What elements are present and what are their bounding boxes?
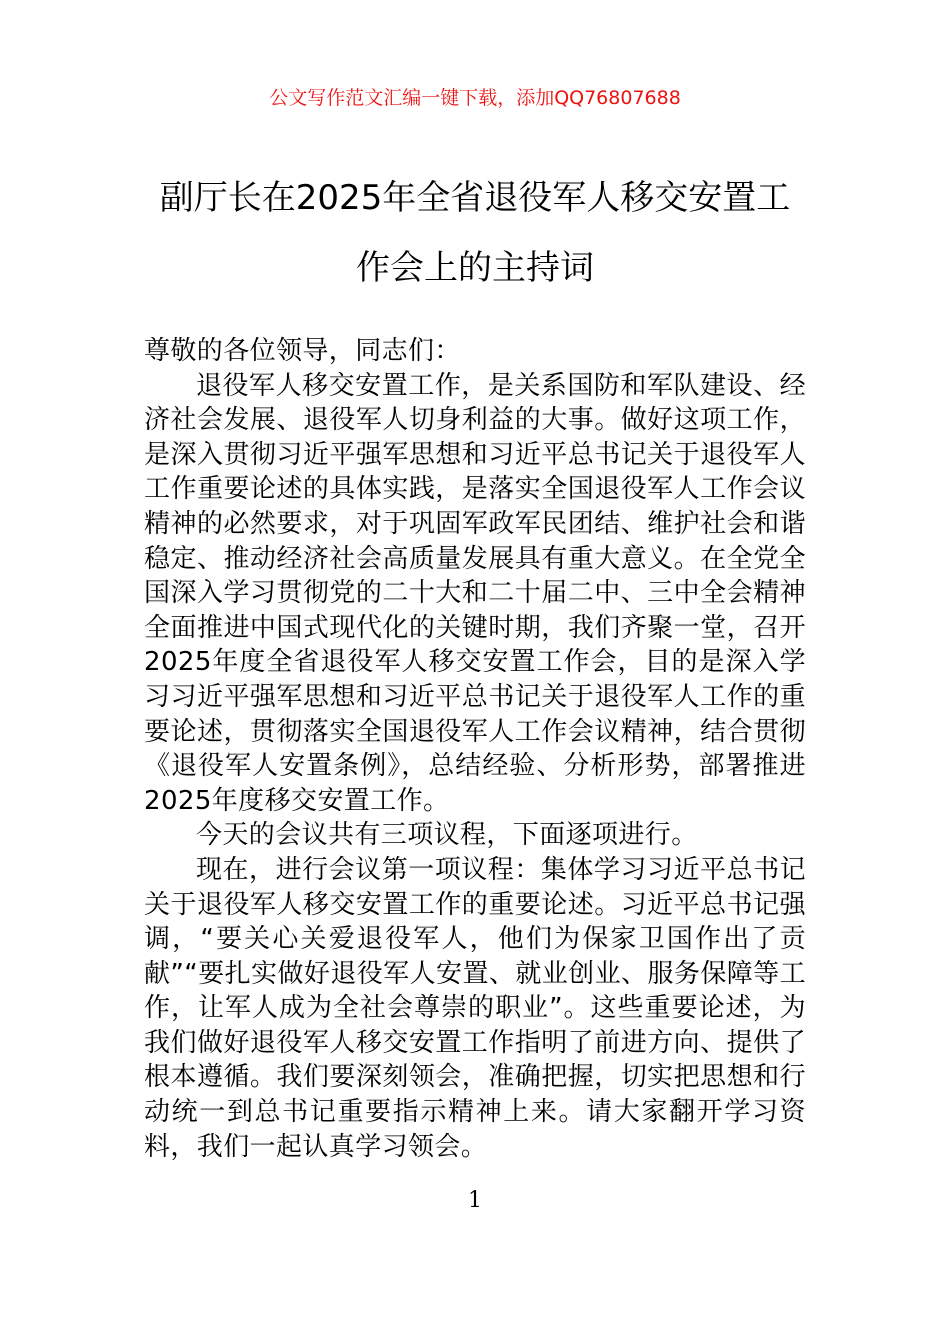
- header-banner: 公文写作范文汇编一键下载，添加QQ76807688: [269, 87, 681, 109]
- page-number: 1: [468, 1188, 482, 1213]
- salutation: 尊敬的各位领导，同志们：: [144, 336, 461, 366]
- body-paragraph-3: 现在，进行会议第一项议程：集体学习习近平总书记关于退役军人移交安置工作的重要论述。习近平总书记强调，“要关心关爱退役军人，他们为保家卫国作出了贡献”“要扎实做好退役军人安置、就业创业、服务保障等工作，让军人成为全社会尊崇的职业”。这些重要论述，为我们做好退役军人移交安置工作指明了前进方向、提供了根本遵循。我们要深刻领会，准确把握，切实把思想和行动统一到总书记重要指示精神上来。请大家翻开学习资料，我们一起认真学习领会。: [144, 854, 806, 1162]
- document-title-line-1: 副厅长在2025年全省退役军人移交安置工: [159, 178, 791, 218]
- document-title-line-2: 作会上的主持词: [356, 248, 594, 288]
- document-body: [144, 334, 806, 1164]
- body-paragraph-1: 退役军人移交安置工作，是关系国防和军队建设、经济社会发展、退役军人切身利益的大事。做好这项工作，是深入贯彻习近平强军思想和习近平总书记关于退役军人工作重要论述的具体实践，是落实全国退役军人工作会议精神的必然要求，对于巩固军政军民团结、维护社会和谐稳定、推动经济社会高质量发展具有重大意义。在全党全国深入学习贯彻党的二十大和二十届二中、三中全会精神全面推进中国式现代化的关键时期，我们齐聚一堂，召开2025年度全省退役军人移交安置工作会，目的是深入学习习近平强军思想和习近平总书记关于退役军人工作的重要论述，贯彻落实全国退役军人工作会议精神，结合贯彻《退役军人安置条例》，总结经验、分析形势，部署推进2025年度移交安置工作。: [144, 370, 806, 816]
- body-paragraph-2: 今天的会议共有三项议程，下面逐项进行。: [196, 820, 698, 851]
